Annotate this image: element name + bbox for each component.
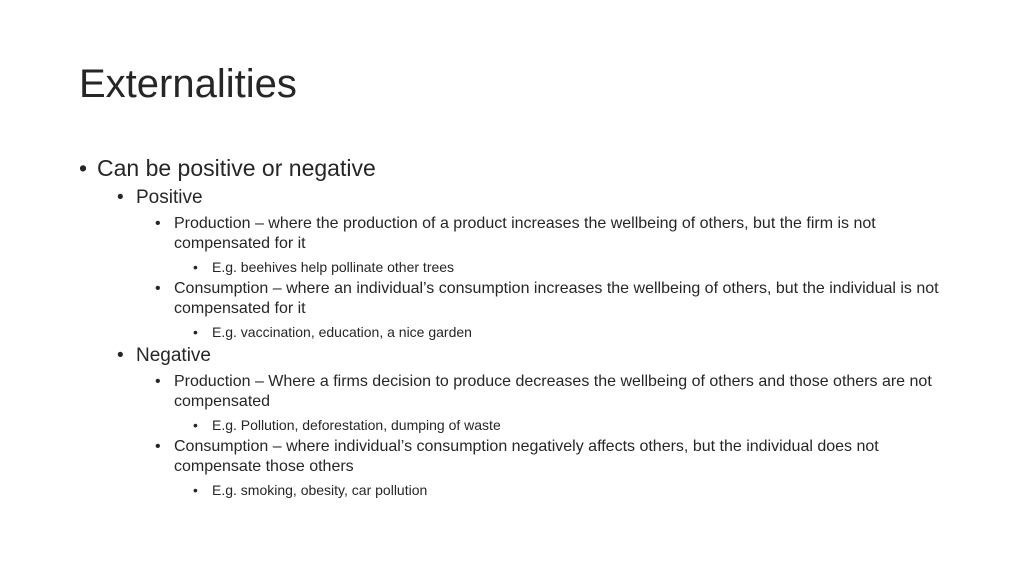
- bullet-text: Consumption – where individual’s consumption negatively affects others, but the individual does not compensate those others: [174, 438, 879, 475]
- bullet-text: Production – Where a firms decision to produce decreases the wellbeing of others and those others are not compensated: [174, 373, 932, 410]
- bullet-item: [155, 279, 949, 319]
- bullet-text: Production – where the production of a product increases the wellbeing of others, but the firm is not compensated for it: [174, 215, 876, 252]
- bullet-item: [155, 372, 949, 412]
- bullet-dot-icon: •: [79, 155, 88, 181]
- bullet-item: [79, 153, 949, 183]
- bullet-item: [117, 184, 949, 211]
- bullet-dot-icon: •: [155, 280, 161, 297]
- bullet-dot-icon: •: [193, 324, 198, 340]
- bullet-dot-icon: •: [155, 373, 161, 390]
- bullet-item: [193, 323, 949, 341]
- bullet-text: E.g. Pollution, deforestation, dumping of waste: [212, 417, 501, 433]
- bullet-item: [193, 416, 949, 434]
- bullet-text: Can be positive or negative: [97, 155, 376, 181]
- bullet-dot-icon: •: [193, 259, 198, 275]
- bullet-item: [193, 481, 949, 499]
- bullet-item: [155, 214, 949, 254]
- bullet-text: Negative: [136, 345, 211, 366]
- bullet-item: [193, 258, 949, 276]
- bullet-text: Positive: [136, 187, 203, 208]
- bullet-dot-icon: •: [193, 417, 198, 433]
- bullet-dot-icon: •: [117, 187, 124, 208]
- bullet-dot-icon: •: [117, 345, 124, 366]
- bullet-text: E.g. beehives help pollinate other trees: [212, 259, 455, 275]
- bullet-text: E.g. vaccination, education, a nice garden: [212, 324, 472, 340]
- bullet-item: [155, 437, 949, 477]
- bullet-dot-icon: •: [193, 482, 198, 498]
- bullet-item: [117, 342, 949, 369]
- bullet-dot-icon: •: [155, 438, 161, 455]
- slide-title: Externalities: [79, 62, 297, 106]
- bullet-dot-icon: •: [155, 215, 161, 232]
- bullet-list: [79, 153, 949, 499]
- bullet-text: Consumption – where an individual’s consumption increases the wellbeing of others, but the individual is not compensated for it: [174, 280, 939, 317]
- bullet-text: E.g. smoking, obesity, car pollution: [212, 482, 428, 498]
